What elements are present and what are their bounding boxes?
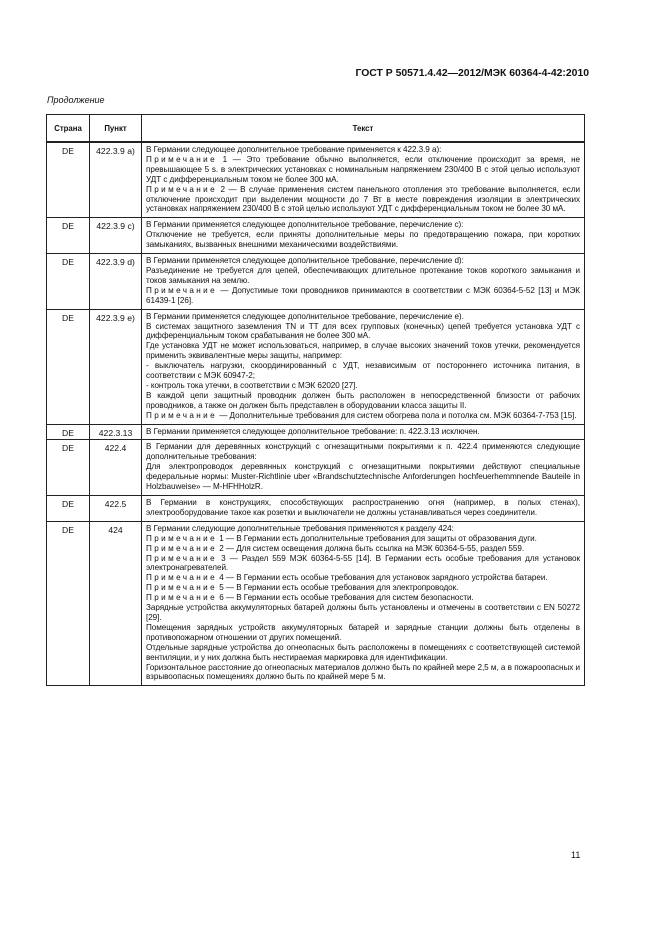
text-paragraph bbox=[146, 643, 580, 663]
note-paragraph bbox=[146, 554, 580, 574]
clause-cell: 422.4 bbox=[90, 440, 142, 496]
paragraph-text: В каждой цепи защитный проводник должен быть расположен в непосредственной близости от рабочих проводников, а также он должен быть представлен в оборудовании класса защиты II. bbox=[146, 390, 580, 410]
clause-cell: 422.3.9 e) bbox=[90, 309, 142, 424]
text-paragraph bbox=[146, 498, 580, 518]
paragraph-text: Разъединение не требуется для цепей, обеспечивающих длительное протекание токов короткого замыкания и токов замыкания на землю. bbox=[146, 265, 580, 285]
note-label: Примечание bbox=[146, 184, 218, 194]
clause-cell: 422.3.9 d) bbox=[90, 254, 142, 310]
requirements-table bbox=[46, 114, 585, 686]
note-label: Примечание bbox=[146, 543, 218, 553]
text-cell bbox=[142, 218, 585, 254]
document-header: ГОСТ Р 50571.4.42—2012/МЭК 60364-4-42:2010 bbox=[355, 68, 589, 79]
note-label: Примечание bbox=[146, 533, 218, 543]
text-paragraph bbox=[146, 623, 580, 643]
country-cell: DE bbox=[47, 309, 90, 424]
text-paragraph bbox=[146, 603, 580, 623]
table-row bbox=[47, 424, 585, 440]
paragraph-text: 3 — Раздел 559 МЭК 60364-5-55 [14]. В Германии есть особые требования для установок электронагревателей. bbox=[146, 553, 580, 573]
text-cell bbox=[142, 496, 585, 522]
note-paragraph bbox=[146, 593, 580, 603]
text-paragraph bbox=[146, 230, 580, 250]
text-cell bbox=[142, 142, 585, 218]
table-row bbox=[47, 142, 585, 218]
paragraph-text: В Германии в конструкциях, способствующих распространению огня (например, в полых стенах), электрооборудование такое как розетки и выключатели не должны устанавливаться через соединители. bbox=[146, 498, 580, 517]
continued-label: Продолжение bbox=[47, 95, 105, 105]
table-row bbox=[47, 521, 585, 686]
country-cell: DE bbox=[47, 496, 90, 522]
paragraph-text: Зарядные устройства аккумуляторных батарей должны быть установлены и отмечены в соответствии с EN 50272 [29]. bbox=[146, 603, 580, 622]
text-cell bbox=[142, 521, 585, 686]
text-cell bbox=[142, 254, 585, 310]
text-cell bbox=[142, 440, 585, 496]
paragraph-text: Где установка УДТ не может использоваться, например, в случае высоких значений токов утечки, рекомендуется применить эквивалентные меры защиты, например: bbox=[146, 341, 580, 361]
text-paragraph bbox=[146, 663, 580, 683]
note-label: Примечание bbox=[146, 553, 218, 563]
paragraph-text: В Германии применяется следующее дополнительное требование, перечисление d): bbox=[146, 256, 464, 266]
paragraph-text: 2 — Для систем освещения должна быть ссылка на МЭК 60364-5-55, раздел 559. bbox=[217, 543, 525, 553]
text-paragraph bbox=[146, 381, 580, 391]
clause-cell: 424 bbox=[90, 521, 142, 686]
paragraph-text: 5 — В Германии есть особые требования для электропроводок. bbox=[217, 583, 459, 593]
paragraph-text: Для электропроводок деревянных конструкций с огнезащитными покрытиями действуют специальные федеральные нормы: Muster-Richtlinie uber «Brandschutztechnische Anforderungen hochfeuerhemmnende Bauteile in Holzbauweise» — M-HFHHolzR. bbox=[146, 462, 580, 492]
note-paragraph bbox=[146, 583, 580, 593]
paragraph-text: Горизонтальное расстояние до огнеопасных материалов должно быть по крайней мере 2,5 м, а в пожароопасных и взрывоопасных помещениях должно быть по крайней мере 5 м. bbox=[146, 662, 580, 682]
note-paragraph bbox=[146, 286, 580, 306]
paragraph-text: В Германии для деревянных конструкций с огнезащитными покрытиями к п. 422.4 применяются следующие дополнительные требования: bbox=[146, 442, 580, 462]
clause-cell: 422.3.9 c) bbox=[90, 218, 142, 254]
paragraph-text: В системах защитного заземления TN и TT для всех групповых (конечных) цепей требуется установка УДТ с дифференциальным током срабатывания не более 300 мА. bbox=[146, 321, 580, 341]
note-label: Примечание bbox=[146, 583, 218, 593]
paragraph-text: В Германии следующие дополнительные требования применяются к разделу 424: bbox=[146, 523, 454, 533]
paragraph-text: — Дополнительные требования для систем обогрева пола и потолка см. МЭК 60364-7-753 [15]. bbox=[217, 410, 577, 420]
text-paragraph bbox=[146, 312, 580, 322]
text-paragraph bbox=[146, 341, 580, 361]
clause-cell: 422.3.9 a) bbox=[90, 142, 142, 218]
text-paragraph bbox=[146, 256, 580, 266]
text-cell bbox=[142, 309, 585, 424]
country-cell: DE bbox=[47, 440, 90, 496]
note-paragraph bbox=[146, 185, 580, 215]
page-number: 11 bbox=[571, 850, 581, 860]
note-label: Примечание bbox=[146, 410, 218, 420]
clause-cell: 422.5 bbox=[90, 496, 142, 522]
country-cell: DE bbox=[47, 218, 90, 254]
paragraph-text: 2 — В случае применения систем панельного отопления это требование выполняется, если отключение происходит при выделении мощности до 7 Вт в месте повреждения изоляции в электрических установках напряжением 230/400 В с этой целью используют УДТ с дифференциальным током не более 30 мА. bbox=[146, 184, 580, 214]
table-row bbox=[47, 254, 585, 310]
note-label: Примечание bbox=[146, 154, 218, 164]
paragraph-text: - выключатель нагрузки, скоординированный с УДТ, независимым от постороннего источника питания, в соответствии с МЭК 60947-2; bbox=[146, 361, 580, 381]
country-cell: DE bbox=[47, 142, 90, 218]
country-cell: DE bbox=[47, 521, 90, 686]
note-label: Примечание bbox=[146, 593, 218, 603]
text-paragraph bbox=[146, 266, 580, 286]
text-paragraph bbox=[146, 524, 580, 534]
note-paragraph bbox=[146, 155, 580, 185]
note-paragraph bbox=[146, 411, 580, 421]
paragraph-text: В Германии применяется следующее дополнительное требование, перечисление c): bbox=[146, 220, 464, 230]
paragraph-text: Отдельные зарядные устройства до огнеопасных быть расположены в помещениях с соответствующей системой вентиляции, и у них должна быть нестираемая маркировка для идентификации. bbox=[146, 642, 580, 662]
note-paragraph bbox=[146, 544, 580, 554]
paragraph-text: В Германии следующее дополнительное требование применяется к 422.3.9 a): bbox=[146, 145, 442, 154]
column-header-clause: Пункт bbox=[90, 115, 142, 143]
paragraph-text: 1 — В Германии есть дополнительные требования для защиты от образования дуги. bbox=[217, 533, 537, 543]
text-paragraph bbox=[146, 442, 580, 462]
paragraph-text: - контроль тока утечки, в соответствии с МЭК 62020 [27]. bbox=[146, 380, 358, 390]
text-paragraph bbox=[146, 220, 580, 230]
text-paragraph bbox=[146, 391, 580, 411]
paragraph-text: — Допустимые токи проводников принимаются в соответствии с МЭК 60364-5-52 [13] и МЭК 61439-1 [26]. bbox=[146, 285, 580, 305]
text-cell bbox=[142, 424, 585, 440]
text-paragraph bbox=[146, 462, 580, 492]
paragraph-text: Помещения зарядных устройств аккумуляторных батарей и зарядные станции должны быть отделены в противопожарном отношении от других помещений. bbox=[146, 622, 580, 642]
paragraph-text: Отключение не требуется, если приняты дополнительные меры по предотвращению пожара, при коротких замыканиях, вызванных внешними механическими воздействиями. bbox=[146, 230, 580, 250]
clause-cell: 422.3.13 bbox=[90, 424, 142, 440]
table-row bbox=[47, 440, 585, 496]
paragraph-text: В Германии применяется следующее дополнительное требование: п. 422.3.13 исключен. bbox=[146, 426, 480, 436]
paragraph-text: В Германии применяется следующее дополнительное требование, перечисление e). bbox=[146, 311, 464, 321]
table-row bbox=[47, 218, 585, 254]
paragraph-text: 6 — В Германии есть особые требования для систем безопасности. bbox=[217, 593, 474, 603]
text-paragraph bbox=[146, 145, 580, 155]
text-paragraph bbox=[146, 427, 580, 437]
country-cell: DE bbox=[47, 424, 90, 440]
text-paragraph bbox=[146, 361, 580, 381]
column-header-text: Текст bbox=[142, 115, 585, 143]
text-paragraph bbox=[146, 322, 580, 342]
table-header-row bbox=[47, 115, 585, 143]
note-paragraph bbox=[146, 534, 580, 544]
note-label: Примечание bbox=[146, 573, 218, 583]
table-row bbox=[47, 309, 585, 424]
country-cell: DE bbox=[47, 254, 90, 310]
table-body bbox=[47, 142, 585, 686]
table-row bbox=[47, 496, 585, 522]
note-label: Примечание bbox=[146, 285, 218, 295]
column-header-country: Страна bbox=[47, 115, 90, 143]
paragraph-text: 1 — Это требование обычно выполняется, если отключение происходит за время, не превышающее 5 s. в электрических установках с номинальным напряжением 230/400 В с этой целью используют УДТ с дифференциальным током не более 300 мА. bbox=[146, 154, 580, 184]
paragraph-text: 4 — В Германии есть особые требования для установок зарядного устройства батареи. bbox=[217, 573, 548, 583]
note-paragraph bbox=[146, 573, 580, 583]
